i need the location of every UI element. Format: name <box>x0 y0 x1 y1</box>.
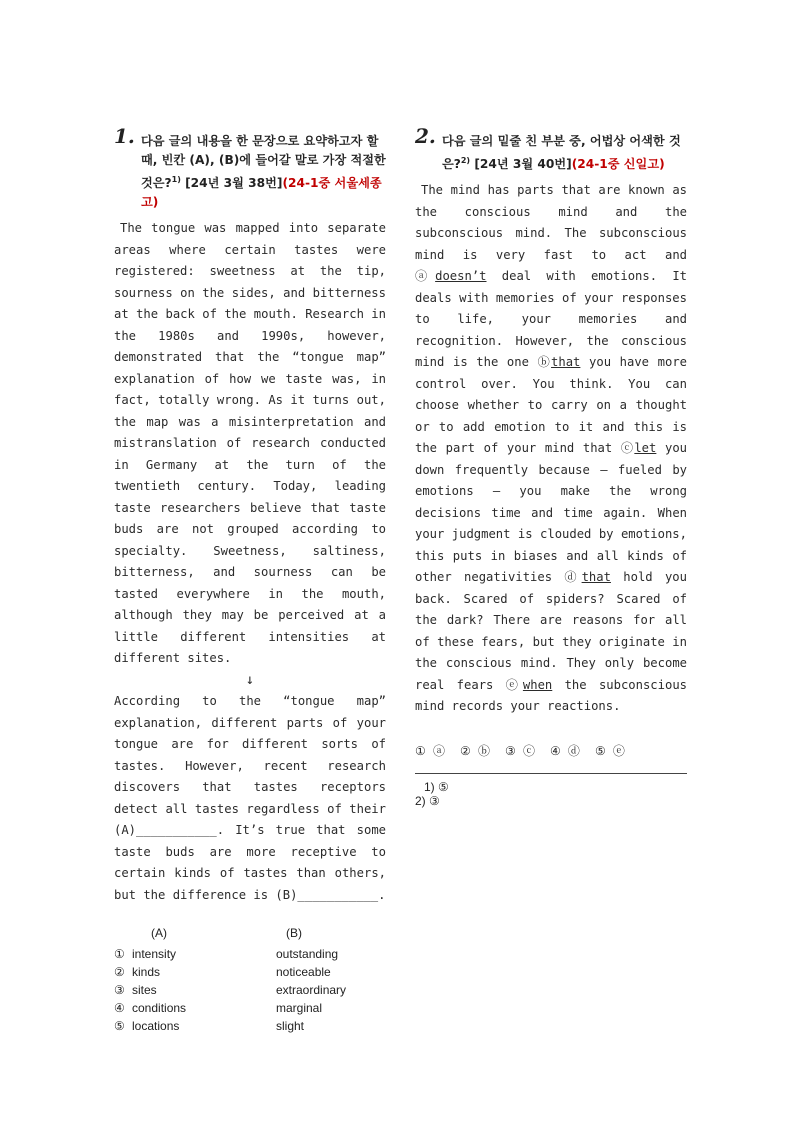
passage-text: The tongue was mapped into separate areas where certain tastes were registered: sweetness at the tip, sourness on the sides, and bitterness at the back of the mouth. Research in the 1980s and 1990s, however, demonstrated that the “tongue map” explanation of how we taste was, in fact, totally wrong. As it turns out, the map was a misinterpretation and mistranslation of research conducted in Germany at the turn of the twentieth century. Today, leading taste researchers believe that taste buds are not grouped according to specialty. Sweetness, saltiness, bitterness, and sourness can be tasted everywhere in the mouth, although they may be perceived at a little different intensities at different sites. <box>114 221 386 666</box>
underlined-a: doesn’t <box>435 269 487 284</box>
answer-key <box>415 780 449 808</box>
option-number: ① <box>114 947 125 962</box>
footnote-ref: 2) <box>460 156 471 165</box>
marker-d: ⓓ <box>564 570 582 585</box>
option-a: conditions <box>132 1001 187 1016</box>
question-prompt: 다음 글의 내용을 한 문장으로 요약하고자 할 때, 빈칸 (A), (B)에 들어갈 말로 가장 적절한 것은? <box>141 134 386 191</box>
option-b: outstanding <box>276 947 339 962</box>
choice[interactable]: ④ ⓓ <box>549 743 580 758</box>
question-2 <box>415 124 687 759</box>
passage <box>415 180 687 718</box>
option-row[interactable] <box>114 999 386 1017</box>
options-header <box>114 924 386 942</box>
underlined-d: that <box>581 570 611 585</box>
option-b: slight <box>276 1019 305 1034</box>
column-a-label: (A) <box>151 926 167 941</box>
passage <box>114 218 386 906</box>
option-a: locations <box>132 1019 180 1034</box>
option-row[interactable] <box>114 963 386 981</box>
underlined-b: that <box>551 355 581 370</box>
option-a: sites <box>132 983 157 998</box>
choice[interactable]: ⑤ ⓔ <box>594 743 625 758</box>
marker-e: ⓔ <box>505 677 523 692</box>
option-row[interactable] <box>114 1017 386 1035</box>
footnote-divider <box>415 773 687 774</box>
column-b-label: (B) <box>286 926 302 941</box>
answer-choices <box>415 742 687 759</box>
question-number: 1. <box>114 124 135 148</box>
option-number: ② <box>114 965 125 980</box>
option-b: noticeable <box>276 965 331 980</box>
option-a: kinds <box>132 965 161 980</box>
marker-a: ⓐ <box>415 269 436 284</box>
summary-text: According to the “tongue map” explanation, different parts of your tongue are for different sorts of tastes. However, recent research discovers that tastes receptors detect all tastes regardless of their (A)___________. It’s true that some taste buds are more receptive to certain kinds of tastes than others, but the difference is (B)___________. <box>114 694 386 902</box>
down-arrow-icon: ↓ <box>245 671 255 688</box>
option-b: extraordinary <box>276 983 347 998</box>
option-number: ⑤ <box>114 1019 125 1034</box>
option-row[interactable] <box>114 945 386 963</box>
school-source: (24-1중 서울세종고) <box>141 176 382 210</box>
question-1-header <box>114 124 386 212</box>
answer-2: 2) ③ <box>415 794 440 808</box>
choice[interactable]: ① ⓐ <box>415 743 445 758</box>
answer-options <box>114 924 386 1035</box>
school-source: (24-1중 신일고) <box>571 157 665 172</box>
marker-c: ⓒ <box>620 441 635 456</box>
option-row[interactable] <box>114 981 386 999</box>
exam-reference: [24년 3월 40번] <box>474 157 572 172</box>
exam-reference: [24년 3월 38번] <box>185 176 283 191</box>
option-number: ③ <box>114 983 125 998</box>
choice[interactable]: ② ⓑ <box>459 743 490 758</box>
option-a: intensity <box>132 947 177 962</box>
question-prompt: 다음 글의 밑줄 친 부분 중, 어법상 어색한 것은? <box>442 134 681 172</box>
marker-b: ⓑ <box>537 355 552 370</box>
choice[interactable]: ③ ⓒ <box>504 743 535 758</box>
question-2-header <box>415 124 687 174</box>
underlined-c: let <box>634 441 657 456</box>
footnote-ref: 1) <box>171 175 181 184</box>
option-b: marginal <box>276 1001 323 1016</box>
question-number: 2. <box>415 124 436 148</box>
question-1 <box>114 124 386 1035</box>
answer-1: 1) ⑤ <box>424 780 449 794</box>
passage-text: The mind has parts that are known as the conscious mind and the subconscious mind. The subconscious mind is very fast to act and ⓐdoesn’t deal with emotions. It deals with memories of your responses to life, your memories and recognition. However, the conscious mind is the one ⓑthat you have more control over. You think. You can choose whether to carry on a thought or to add emotion to it and this is the part of your mind that ⓒlet you down frequently because — fueled by emotions — you make the wrong decisions time and time again. When your judgment is clouded by emotions, this puts in biases and all kinds of other negativities ⓓthat hold you back. Scared of spiders? Scared of the dark? There are reasons for all of these fears, but they originate in the conscious mind. They only become real fears ⓔwhen the subconscious mind records your reactions. <box>415 183 687 714</box>
option-number: ④ <box>114 1001 125 1016</box>
underlined-e: when <box>522 677 553 692</box>
